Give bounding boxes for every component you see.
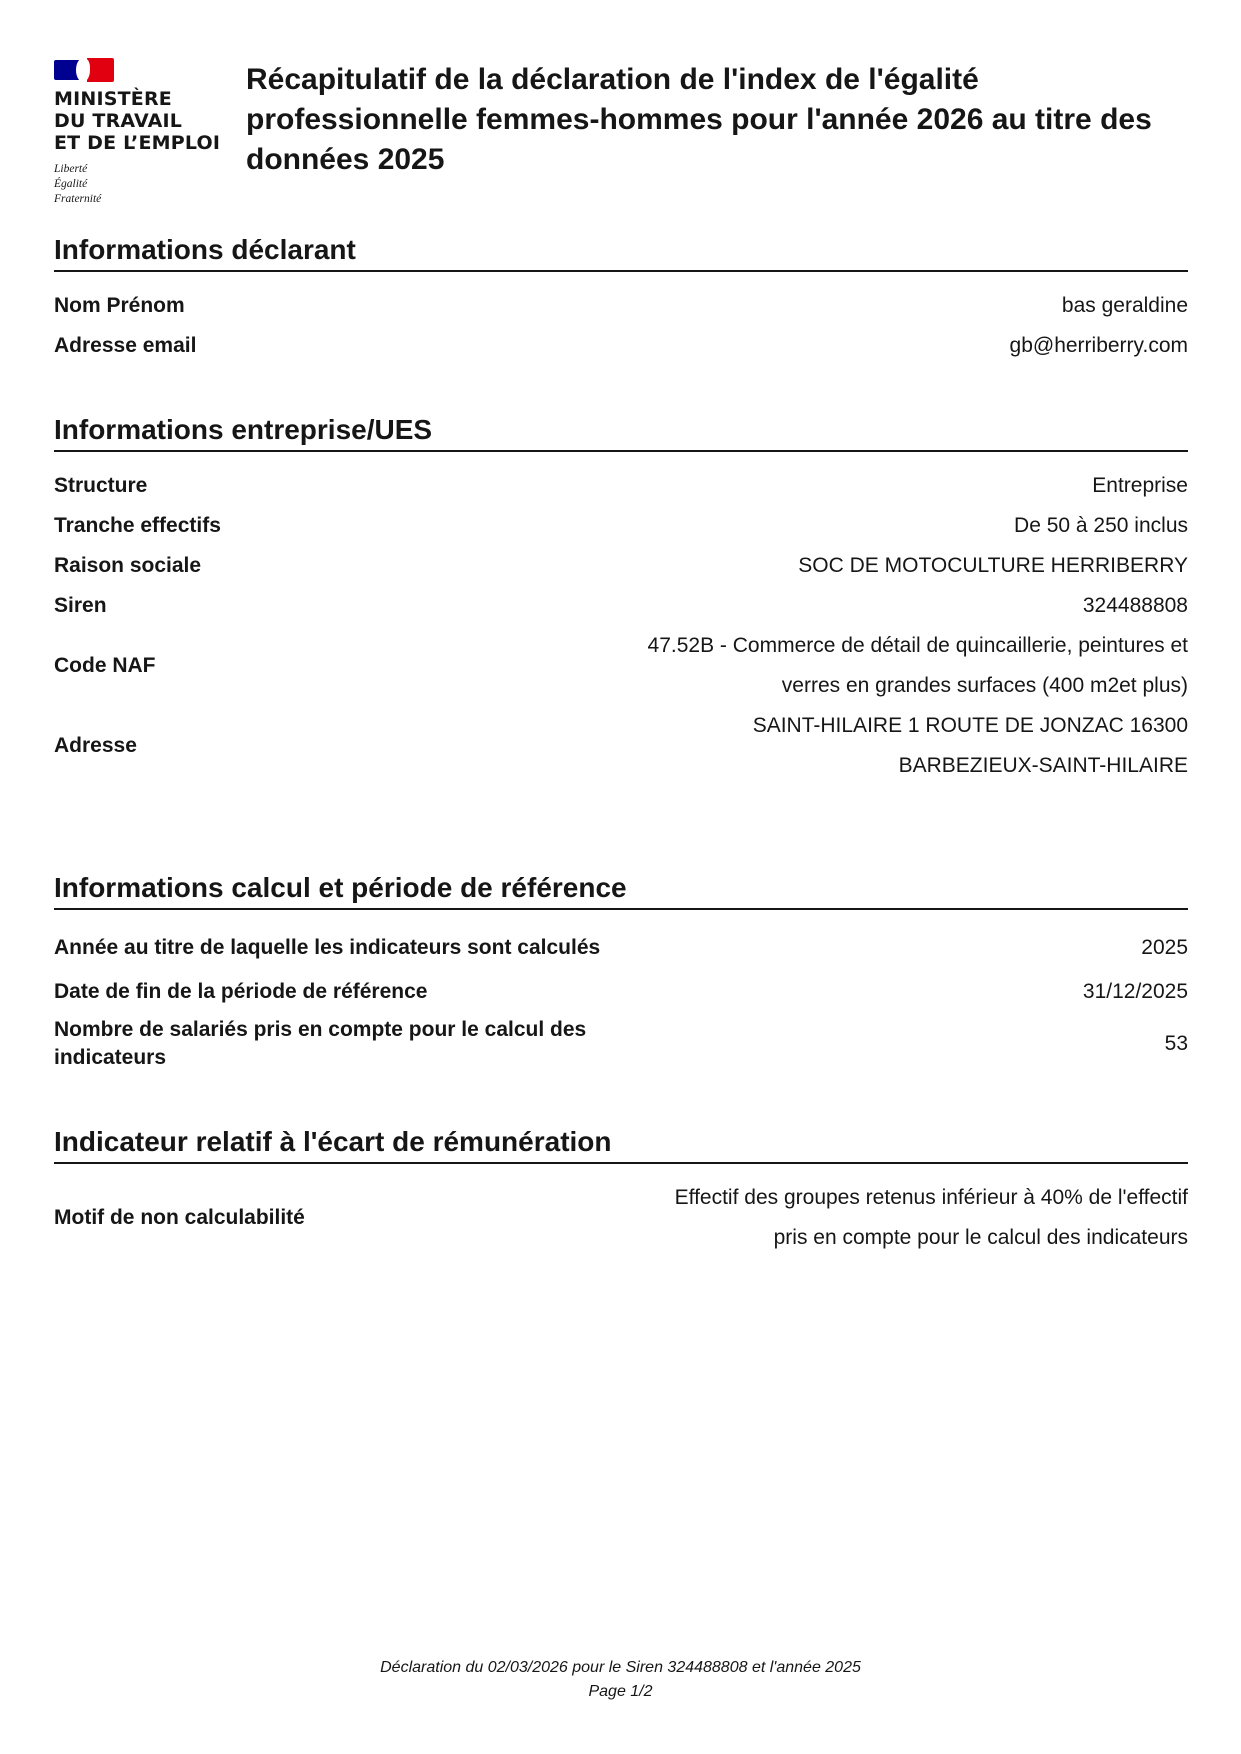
section-heading: Informations entreprise/UES bbox=[54, 412, 1188, 452]
field-row bbox=[54, 506, 1188, 546]
field-row bbox=[54, 1016, 1188, 1072]
declaration-info: Déclaration du 02/03/2026 pour le Siren 324488808 et l'année 2025 bbox=[380, 1659, 861, 1676]
field-label: Nombre de salariés pris en compte pour le calcul des indicateurs bbox=[54, 1018, 587, 1069]
field-value: 324488808 bbox=[1082, 594, 1188, 617]
field-value: bas geraldine bbox=[1061, 294, 1188, 317]
field-value: 2025 bbox=[1141, 936, 1188, 959]
marianne-flag-icon bbox=[54, 58, 114, 82]
field-row bbox=[54, 706, 1188, 786]
field-row bbox=[54, 466, 1188, 506]
section-heading: Informations calcul et période de référence bbox=[54, 870, 1188, 910]
page-title: Récapitulatif de la déclaration de l'index de l'égalité professionnelle femmes-hommes pour l'année 2026 au titre des données 2025 bbox=[246, 63, 1152, 176]
field-value: SOC DE MOTOCULTURE HERRIBERRY bbox=[798, 554, 1188, 577]
field-value: 53 bbox=[1164, 1032, 1188, 1055]
field-row bbox=[54, 326, 1188, 366]
ministry-logo bbox=[54, 58, 234, 207]
field-label: Date de fin de la période de référence bbox=[54, 980, 428, 1003]
field-label: Structure bbox=[54, 474, 148, 497]
field-value: Effectif des groupes retenus inférieur à 40% de l'effectif pris en compte pour le calcul des indicateurs bbox=[674, 1186, 1188, 1249]
field-label: Siren bbox=[54, 594, 107, 617]
field-label: Code NAF bbox=[54, 654, 156, 677]
field-label: Motif de non calculabilité bbox=[54, 1206, 305, 1229]
section-heading: Informations déclarant bbox=[54, 232, 1188, 272]
field-value: De 50 à 250 inclus bbox=[1014, 514, 1188, 537]
field-label: Année au titre de laquelle les indicateurs sont calculés bbox=[54, 936, 601, 959]
field-label: Adresse bbox=[54, 734, 137, 757]
field-row bbox=[54, 586, 1188, 626]
page-number: Page 1/2 bbox=[588, 1683, 653, 1700]
ministry-name: MINISTÈRE DU TRAVAIL ET DE L’EMPLOI bbox=[54, 88, 221, 154]
section-heading: Indicateur relatif à l'écart de rémunération bbox=[54, 1124, 1188, 1164]
field-value: 47.52B - Commerce de détail de quincaillerie, peintures et verres en grandes surfaces (400 m2et plus) bbox=[647, 634, 1188, 697]
field-label: Raison sociale bbox=[54, 554, 202, 577]
section-declarant bbox=[54, 232, 1188, 366]
field-row bbox=[54, 928, 1188, 968]
field-label: Adresse email bbox=[54, 334, 197, 357]
field-value: Entreprise bbox=[1092, 474, 1188, 497]
field-label: Tranche effectifs bbox=[54, 514, 221, 537]
field-value: 31/12/2025 bbox=[1082, 980, 1188, 1003]
field-row bbox=[54, 626, 1188, 706]
field-label: Nom Prénom bbox=[54, 294, 185, 317]
field-row bbox=[54, 972, 1188, 1012]
page-footer bbox=[0, 1656, 1241, 1704]
field-row bbox=[54, 1178, 1188, 1258]
document-header bbox=[54, 58, 1188, 218]
field-row bbox=[54, 286, 1188, 326]
field-value: SAINT-HILAIRE 1 ROUTE DE JONZAC 16300 BARBEZIEUX-SAINT-HILAIRE bbox=[752, 714, 1188, 777]
section-entreprise bbox=[54, 412, 1188, 786]
field-value: gb@herriberry.com bbox=[1009, 334, 1188, 357]
section-remuneration bbox=[54, 1124, 1188, 1258]
section-calcul bbox=[54, 870, 1188, 1072]
field-row bbox=[54, 546, 1188, 586]
republic-motto: Liberté Égalité Fraternité bbox=[54, 163, 102, 205]
